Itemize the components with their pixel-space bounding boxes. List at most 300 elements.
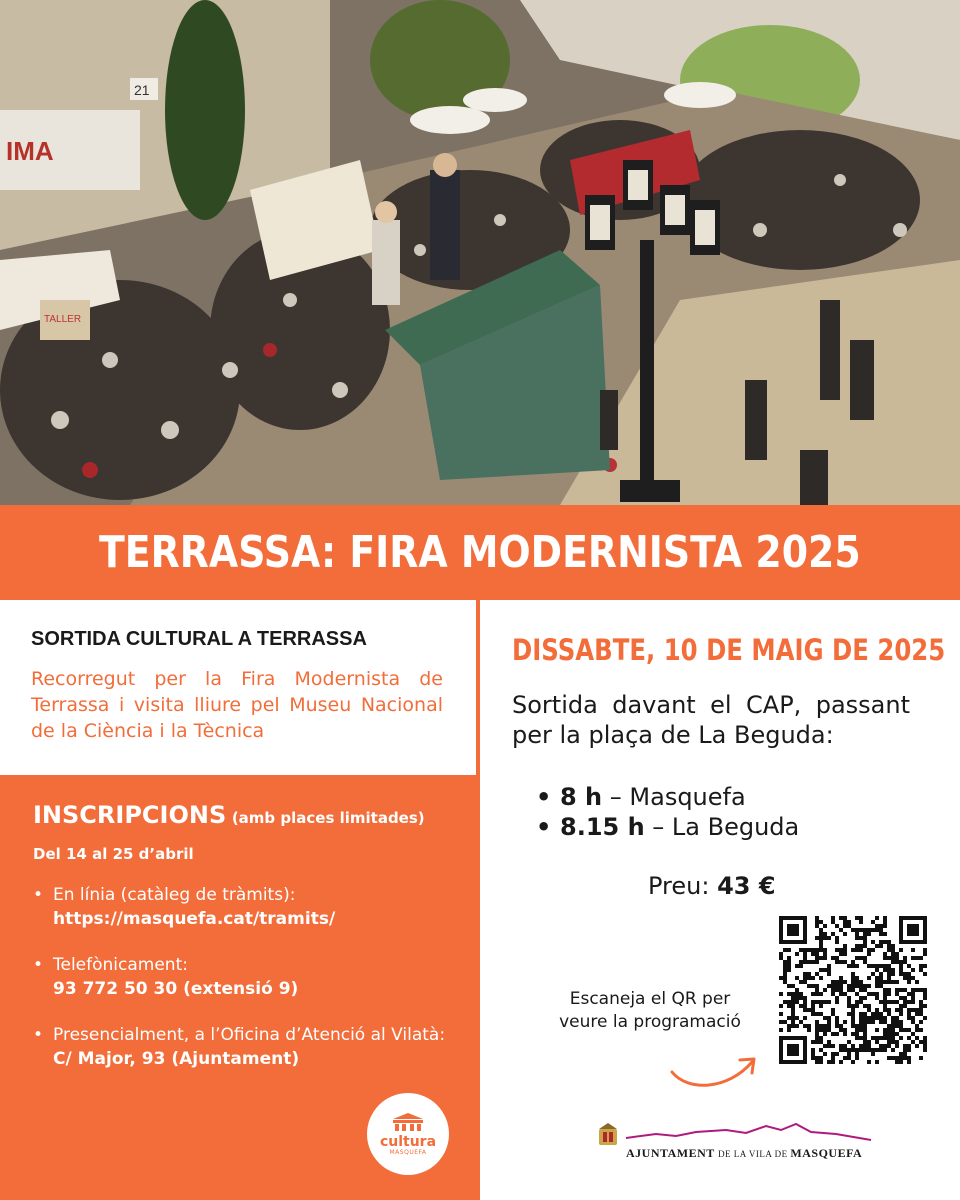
qr-module bbox=[879, 924, 883, 928]
qr-module bbox=[915, 1024, 919, 1028]
qr-module bbox=[899, 1004, 903, 1008]
qr-module bbox=[883, 1004, 887, 1008]
qr-module bbox=[847, 964, 851, 968]
qr-module bbox=[791, 1020, 795, 1024]
qr-module bbox=[867, 1020, 871, 1024]
qr-module bbox=[859, 1028, 863, 1032]
qr-module bbox=[835, 1052, 839, 1056]
qr-module bbox=[883, 924, 887, 928]
qr-module bbox=[911, 1016, 915, 1020]
qr-module bbox=[875, 1008, 879, 1012]
qr-module bbox=[891, 1040, 895, 1044]
qr-module bbox=[835, 1016, 839, 1020]
qr-module bbox=[823, 1052, 827, 1056]
qr-module bbox=[911, 988, 915, 992]
qr-module bbox=[835, 984, 839, 988]
qr-module bbox=[779, 1004, 783, 1008]
qr-module bbox=[791, 992, 795, 996]
qr-module bbox=[879, 976, 883, 980]
qr-module bbox=[847, 984, 851, 988]
qr-module bbox=[843, 920, 847, 924]
qr-module bbox=[815, 924, 819, 928]
qr-module bbox=[919, 1040, 923, 1044]
qr-module bbox=[879, 964, 883, 968]
qr-module bbox=[803, 1000, 807, 1004]
qr-module bbox=[871, 920, 875, 924]
qr-module bbox=[819, 1004, 823, 1008]
qr-module bbox=[891, 968, 895, 972]
qr-module bbox=[811, 992, 815, 996]
qr-module bbox=[907, 980, 911, 984]
qr-module bbox=[839, 960, 843, 964]
qr-module bbox=[871, 964, 875, 968]
qr-module bbox=[907, 1036, 911, 1040]
qr-module bbox=[815, 952, 819, 956]
price-value: 43 € bbox=[717, 872, 776, 900]
qr-module bbox=[823, 956, 827, 960]
qr-module bbox=[811, 952, 815, 956]
qr-module bbox=[787, 984, 791, 988]
qr-module bbox=[799, 1004, 803, 1008]
qr-module bbox=[883, 1032, 887, 1036]
ajuntament-middle: DE LA VILA DE bbox=[718, 1149, 791, 1159]
qr-module bbox=[923, 992, 927, 996]
qr-module bbox=[883, 1048, 887, 1052]
qr-module bbox=[859, 944, 863, 948]
qr-module bbox=[883, 964, 887, 968]
qr-module bbox=[915, 1008, 919, 1012]
qr-module bbox=[863, 956, 867, 960]
qr-module bbox=[875, 924, 879, 928]
qr-module bbox=[855, 1048, 859, 1052]
qr-module bbox=[867, 1044, 871, 1048]
qr-module bbox=[915, 980, 919, 984]
qr-module bbox=[851, 1060, 855, 1064]
qr-module bbox=[899, 988, 903, 992]
qr-module bbox=[895, 988, 899, 992]
qr-module bbox=[795, 992, 799, 996]
qr-module bbox=[843, 952, 847, 956]
qr-module bbox=[903, 956, 907, 960]
qr-module bbox=[827, 972, 831, 976]
qr-module bbox=[911, 1020, 915, 1024]
qr-module bbox=[843, 1032, 847, 1036]
qr-module bbox=[895, 960, 899, 964]
event-stops bbox=[536, 782, 799, 842]
qr-module bbox=[863, 1020, 867, 1024]
qr-module bbox=[879, 1012, 883, 1016]
registration-list bbox=[33, 883, 453, 1093]
qr-module bbox=[815, 984, 819, 988]
stop-time: 8.15 h bbox=[560, 813, 645, 841]
qr-module bbox=[855, 976, 859, 980]
qr-module bbox=[907, 972, 911, 976]
qr-module bbox=[919, 1028, 923, 1032]
qr-module bbox=[891, 1020, 895, 1024]
qr-module bbox=[827, 1024, 831, 1028]
qr-module bbox=[791, 1024, 795, 1028]
qr-module bbox=[895, 1008, 899, 1012]
qr-module bbox=[875, 980, 879, 984]
qr-module bbox=[815, 920, 819, 924]
registration-link[interactable]: https://masquefa.cat/tramits/ bbox=[53, 909, 336, 929]
qr-module bbox=[819, 936, 823, 940]
qr-module bbox=[779, 952, 783, 956]
qr-module bbox=[863, 944, 867, 948]
registration-item-label: Presencialment, a l’Oficina d’Atenció al Vilatà: bbox=[53, 1025, 446, 1045]
qr-module bbox=[803, 1004, 807, 1008]
intro-subtitle: SORTIDA CULTURAL A TERRASSA bbox=[31, 628, 367, 650]
qr-module bbox=[903, 1052, 907, 1056]
qr-module bbox=[819, 1000, 823, 1004]
qr-module bbox=[911, 968, 915, 972]
qr-module bbox=[895, 1016, 899, 1020]
qr-module bbox=[815, 992, 819, 996]
qr-module bbox=[827, 1040, 831, 1044]
qr-module bbox=[907, 1056, 911, 1060]
qr-module bbox=[795, 996, 799, 1000]
qr-module bbox=[847, 988, 851, 992]
qr-module bbox=[815, 1012, 819, 1016]
qr-module bbox=[859, 984, 863, 988]
qr-module bbox=[903, 960, 907, 964]
qr-module bbox=[851, 1044, 855, 1048]
qr-module bbox=[891, 1000, 895, 1004]
qr-module bbox=[863, 1028, 867, 1032]
qr-module bbox=[859, 1020, 863, 1024]
registration-section bbox=[0, 775, 476, 1200]
qr-module bbox=[855, 980, 859, 984]
qr-module bbox=[887, 972, 891, 976]
qr-module bbox=[887, 1008, 891, 1012]
qr-module bbox=[891, 972, 895, 976]
qr-module bbox=[843, 1044, 847, 1048]
qr-module bbox=[831, 984, 835, 988]
qr-module bbox=[799, 960, 803, 964]
qr-module bbox=[911, 1008, 915, 1012]
qr-code[interactable] bbox=[779, 916, 927, 1064]
qr-module bbox=[899, 972, 903, 976]
qr-module bbox=[895, 992, 899, 996]
qr-module bbox=[847, 1040, 851, 1044]
qr-module bbox=[907, 1008, 911, 1012]
qr-module bbox=[803, 960, 807, 964]
qr-module bbox=[851, 928, 855, 932]
qr-module bbox=[883, 916, 887, 920]
qr-module bbox=[919, 968, 923, 972]
qr-module bbox=[855, 964, 859, 968]
qr-module bbox=[879, 1020, 883, 1024]
ajuntament-logo bbox=[596, 1120, 876, 1164]
qr-module bbox=[859, 1048, 863, 1052]
qr-module bbox=[787, 956, 791, 960]
qr-module bbox=[847, 1004, 851, 1008]
title-band bbox=[0, 505, 960, 600]
qr-module bbox=[783, 976, 787, 980]
qr-module bbox=[883, 1000, 887, 1004]
qr-module bbox=[787, 948, 791, 952]
qr-module bbox=[859, 1016, 863, 1020]
qr-module bbox=[851, 1012, 855, 1016]
qr-module bbox=[847, 1056, 851, 1060]
qr-module bbox=[831, 1044, 835, 1048]
qr-module bbox=[863, 988, 867, 992]
qr-module bbox=[783, 968, 787, 972]
qr-module bbox=[851, 1020, 855, 1024]
qr-module bbox=[823, 952, 827, 956]
qr-module bbox=[867, 1040, 871, 1044]
qr-module bbox=[879, 940, 883, 944]
qr-module bbox=[811, 1056, 815, 1060]
qr-module bbox=[899, 1036, 903, 1040]
qr-module bbox=[919, 1020, 923, 1024]
qr-module bbox=[855, 1024, 859, 1028]
qr-module bbox=[907, 1028, 911, 1032]
qr-module bbox=[859, 980, 863, 984]
qr-module bbox=[791, 1004, 795, 1008]
qr-module bbox=[883, 996, 887, 1000]
qr-module bbox=[887, 1032, 891, 1036]
qr-module bbox=[919, 988, 923, 992]
qr-module bbox=[839, 992, 843, 996]
qr-module bbox=[871, 1036, 875, 1040]
qr-module bbox=[923, 1036, 927, 1040]
qr-module bbox=[851, 964, 855, 968]
cultura-logo bbox=[367, 1093, 449, 1175]
qr-module bbox=[907, 1012, 911, 1016]
event-date: DISSABTE, 10 DE MAIG DE 2025 bbox=[512, 633, 946, 667]
qr-module bbox=[791, 1016, 795, 1020]
qr-module bbox=[855, 1036, 859, 1040]
qr-module bbox=[875, 928, 879, 932]
qr-module bbox=[883, 992, 887, 996]
qr-module bbox=[787, 992, 791, 996]
qr-module bbox=[855, 992, 859, 996]
qr-module bbox=[787, 968, 791, 972]
qr-module bbox=[891, 952, 895, 956]
qr-module bbox=[883, 1036, 887, 1040]
stall-banner: TALLER bbox=[44, 314, 82, 325]
qr-module bbox=[871, 1016, 875, 1020]
qr-module bbox=[795, 952, 799, 956]
qr-module bbox=[891, 948, 895, 952]
qr-module bbox=[883, 980, 887, 984]
qr-module bbox=[863, 984, 867, 988]
qr-module bbox=[887, 948, 891, 952]
qr-module bbox=[839, 1048, 843, 1052]
qr-module bbox=[855, 932, 859, 936]
qr-module bbox=[863, 996, 867, 1000]
qr-module bbox=[863, 940, 867, 944]
qr-module bbox=[819, 1012, 823, 1016]
qr-module bbox=[903, 1056, 907, 1060]
cultura-logo-sub: MASQUEFA bbox=[389, 1148, 427, 1156]
qr-module bbox=[803, 952, 807, 956]
qr-module bbox=[899, 1024, 903, 1028]
qr-module bbox=[819, 968, 823, 972]
qr-module bbox=[835, 1024, 839, 1028]
qr-module bbox=[867, 948, 871, 952]
qr-module bbox=[887, 968, 891, 972]
qr-module bbox=[895, 1044, 899, 1048]
qr-module bbox=[783, 1020, 787, 1024]
qr-module bbox=[907, 964, 911, 968]
qr-module bbox=[859, 928, 863, 932]
qr-module bbox=[859, 920, 863, 924]
qr-module bbox=[807, 1024, 811, 1028]
qr-module bbox=[811, 1040, 815, 1044]
qr-module bbox=[807, 948, 811, 952]
qr-module bbox=[827, 1044, 831, 1048]
qr-module bbox=[879, 972, 883, 976]
qr-module bbox=[855, 944, 859, 948]
qr-module bbox=[875, 944, 879, 948]
qr-module bbox=[795, 988, 799, 992]
qr-module bbox=[815, 1036, 819, 1040]
qr-module bbox=[867, 932, 871, 936]
qr-module bbox=[827, 1020, 831, 1024]
qr-module bbox=[827, 1016, 831, 1020]
qr-module bbox=[831, 988, 835, 992]
qr-module bbox=[847, 1052, 851, 1056]
qr-module bbox=[819, 956, 823, 960]
qr-module bbox=[903, 972, 907, 976]
qr-module bbox=[907, 1016, 911, 1020]
qr-module bbox=[851, 1004, 855, 1008]
qr-module bbox=[903, 1004, 907, 1008]
qr-module bbox=[787, 1004, 791, 1008]
qr-module bbox=[891, 1032, 895, 1036]
qr-module bbox=[811, 1004, 815, 1008]
building-icon bbox=[391, 1113, 425, 1133]
qr-module bbox=[847, 1000, 851, 1004]
qr-module bbox=[867, 1008, 871, 1012]
qr-module bbox=[819, 1028, 823, 1032]
qr-module bbox=[851, 1016, 855, 1020]
qr-module bbox=[879, 928, 883, 932]
qr-module bbox=[871, 928, 875, 932]
qr-module bbox=[839, 980, 843, 984]
qr-module bbox=[799, 980, 803, 984]
qr-module bbox=[879, 1016, 883, 1020]
qr-module bbox=[855, 1056, 859, 1060]
qr-module bbox=[891, 1036, 895, 1040]
qr-module bbox=[855, 916, 859, 920]
qr-module bbox=[887, 1040, 891, 1044]
qr-module bbox=[835, 1000, 839, 1004]
qr-module bbox=[783, 960, 787, 964]
qr-module bbox=[807, 1008, 811, 1012]
qr-module bbox=[811, 976, 815, 980]
stop-place: – La Beguda bbox=[644, 813, 800, 841]
qr-module bbox=[907, 1048, 911, 1052]
qr-module bbox=[855, 956, 859, 960]
qr-module bbox=[887, 1024, 891, 1028]
qr-module bbox=[831, 992, 835, 996]
qr-module bbox=[831, 1056, 835, 1060]
qr-module bbox=[883, 968, 887, 972]
qr-module bbox=[887, 1012, 891, 1016]
qr-module bbox=[867, 1016, 871, 1020]
qr-module bbox=[895, 1040, 899, 1044]
qr-module bbox=[923, 1040, 927, 1044]
qr-module bbox=[911, 948, 915, 952]
bullet: • bbox=[33, 1025, 44, 1045]
qr-module bbox=[815, 1000, 819, 1004]
qr-module bbox=[903, 976, 907, 980]
qr-module bbox=[851, 1048, 855, 1052]
qr-module bbox=[787, 964, 791, 968]
qr-module bbox=[923, 964, 927, 968]
qr-module bbox=[835, 988, 839, 992]
qr-module bbox=[843, 960, 847, 964]
qr-module bbox=[875, 1028, 879, 1032]
qr-module bbox=[871, 972, 875, 976]
qr-module bbox=[803, 1024, 807, 1028]
qr-module bbox=[803, 1008, 807, 1012]
qr-module bbox=[851, 1032, 855, 1036]
qr-module bbox=[919, 1056, 923, 1060]
qr-module bbox=[811, 960, 815, 964]
qr-module bbox=[891, 1056, 895, 1060]
registration-item-label: Telefònicament: bbox=[53, 955, 188, 975]
qr-module bbox=[791, 1000, 795, 1004]
qr-module bbox=[863, 1032, 867, 1036]
qr-module bbox=[887, 956, 891, 960]
qr-module bbox=[843, 948, 847, 952]
qr-module bbox=[791, 1012, 795, 1016]
qr-module bbox=[903, 1044, 907, 1048]
qr-module bbox=[795, 1000, 799, 1004]
qr-module bbox=[827, 1028, 831, 1032]
qr-module bbox=[779, 1020, 783, 1024]
qr-module bbox=[911, 992, 915, 996]
qr-module bbox=[795, 1024, 799, 1028]
qr-module bbox=[835, 940, 839, 944]
qr-module bbox=[911, 1000, 915, 1004]
qr-module bbox=[847, 924, 851, 928]
qr-module bbox=[783, 980, 787, 984]
qr-module bbox=[839, 976, 843, 980]
qr-module bbox=[835, 924, 839, 928]
qr-module bbox=[843, 924, 847, 928]
qr-module bbox=[851, 984, 855, 988]
qr-module bbox=[867, 992, 871, 996]
qr-module bbox=[795, 964, 799, 968]
registration-note: (amb places limitades) bbox=[231, 809, 425, 827]
qr-module bbox=[875, 976, 879, 980]
qr-module bbox=[819, 948, 823, 952]
qr-module bbox=[903, 1048, 907, 1052]
registration-address: C/ Major, 93 (Ajuntament) bbox=[53, 1049, 300, 1069]
qr-module bbox=[799, 996, 803, 1000]
qr-module bbox=[807, 960, 811, 964]
qr-module bbox=[875, 1060, 879, 1064]
qr-module bbox=[891, 980, 895, 984]
qr-module bbox=[899, 968, 903, 972]
qr-module bbox=[891, 1016, 895, 1020]
qr-module bbox=[831, 932, 835, 936]
qr-module bbox=[779, 956, 783, 960]
qr-module bbox=[911, 1040, 915, 1044]
qr-module bbox=[915, 988, 919, 992]
qr-module bbox=[819, 1024, 823, 1028]
street-market-illustration bbox=[0, 0, 960, 505]
qr-module bbox=[787, 1000, 791, 1004]
qr-module bbox=[855, 1028, 859, 1032]
qr-module bbox=[923, 952, 927, 956]
qr-module bbox=[827, 1060, 831, 1064]
